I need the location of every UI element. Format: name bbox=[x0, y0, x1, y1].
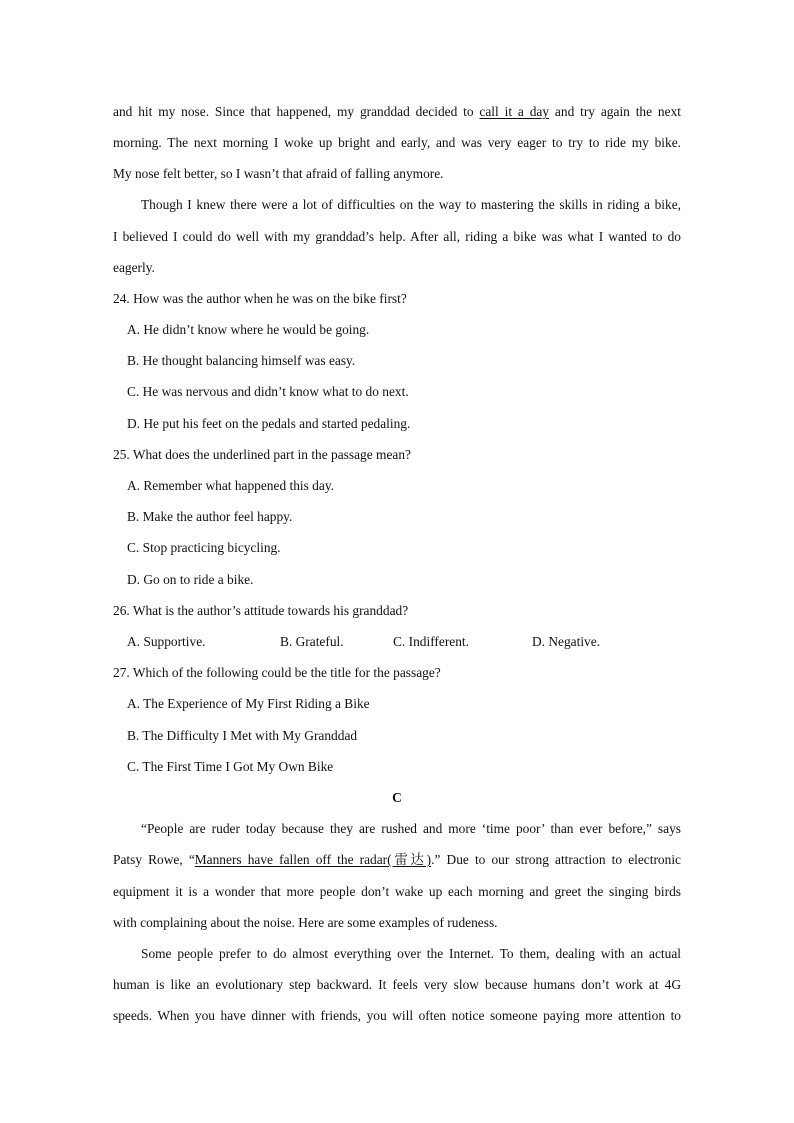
question-24-stem: 24. How was the author when he was on the bike first? bbox=[113, 291, 407, 306]
question-27-option-a: A. The Experience of My First Riding a Bike bbox=[127, 696, 370, 711]
question-24-option-d: D. He put his feet on the pedals and started pedaling. bbox=[127, 416, 411, 431]
question-26-option-a: A. Supportive. bbox=[127, 634, 206, 649]
underlined-phrase: Manners have fallen off the radar(雷达) bbox=[194, 852, 432, 867]
passage-c-heading: C bbox=[392, 790, 402, 805]
passage-c-line-3: equipment it is a wonder that more people don’t wake up each morning and greet the singing birds bbox=[113, 884, 681, 899]
passage-b-line-4: Though I knew there were a lot of difficulties on the way to mastering the skills in riding a bike, bbox=[141, 197, 681, 212]
passage-c-line-7: speeds. When you have dinner with friends, you will often notice someone paying more attention to bbox=[113, 1008, 681, 1023]
question-26-stem: 26. What is the author’s attitude towards his granddad? bbox=[113, 603, 409, 618]
question-24-option-a: A. He didn’t know where he would be going. bbox=[127, 322, 370, 337]
passage-c-line-5: Some people prefer to do almost everything over the Internet. To them, dealing with an actual bbox=[141, 946, 681, 961]
text-span: .” Due to our strong attraction to electronic bbox=[431, 852, 681, 867]
question-26-option-b: B. Grateful. bbox=[280, 634, 344, 649]
question-24-option-b: B. He thought balancing himself was easy. bbox=[127, 353, 356, 368]
passage-b-line-2: morning. The next morning I woke up bright and early, and was very eager to try to ride my bike. bbox=[113, 135, 681, 150]
passage-b-line-1 bbox=[113, 104, 681, 120]
text-span: and try again the next bbox=[549, 104, 681, 119]
text-span: Patsy Rowe, “ bbox=[113, 852, 195, 867]
question-27-option-c: C. The First Time I Got My Own Bike bbox=[127, 759, 334, 774]
question-24-option-c: C. He was nervous and didn’t know what to do next. bbox=[127, 384, 409, 399]
passage-b-line-6: eagerly. bbox=[113, 260, 155, 275]
text-span: and hit my nose. Since that happened, my granddad decided to bbox=[113, 104, 480, 119]
passage-c-line-1: “People are ruder today because they are rushed and more ‘time poor’ than ever before,” says bbox=[141, 821, 681, 836]
passage-c-line-6: human is like an evolutionary step backward. It feels very slow because humans don’t work at 4G bbox=[113, 977, 681, 992]
question-25-option-b: B. Make the author feel happy. bbox=[127, 509, 293, 524]
underlined-phrase: call it a day bbox=[479, 104, 550, 119]
passage-c-line-4: with complaining about the noise. Here are some examples of rudeness. bbox=[113, 915, 498, 930]
passage-c-line-2 bbox=[113, 852, 681, 868]
question-25-option-c: C. Stop practicing bicycling. bbox=[127, 540, 281, 555]
question-26-option-d: D. Negative. bbox=[532, 634, 601, 649]
question-26-option-c: C. Indifferent. bbox=[393, 634, 469, 649]
question-25-option-d: D. Go on to ride a bike. bbox=[127, 572, 254, 587]
question-27-stem: 27. Which of the following could be the title for the passage? bbox=[113, 665, 441, 680]
question-25-stem: 25. What does the underlined part in the passage mean? bbox=[113, 447, 411, 462]
question-27-option-b: B. The Difficulty I Met with My Granddad bbox=[127, 728, 358, 743]
passage-b-line-3: My nose felt better, so I wasn’t that afraid of falling anymore. bbox=[113, 166, 444, 181]
question-25-option-a: A. Remember what happened this day. bbox=[127, 478, 334, 493]
passage-b-line-5: I believed I could do well with my granddad’s help. After all, riding a bike was what I wanted to do bbox=[113, 229, 681, 244]
